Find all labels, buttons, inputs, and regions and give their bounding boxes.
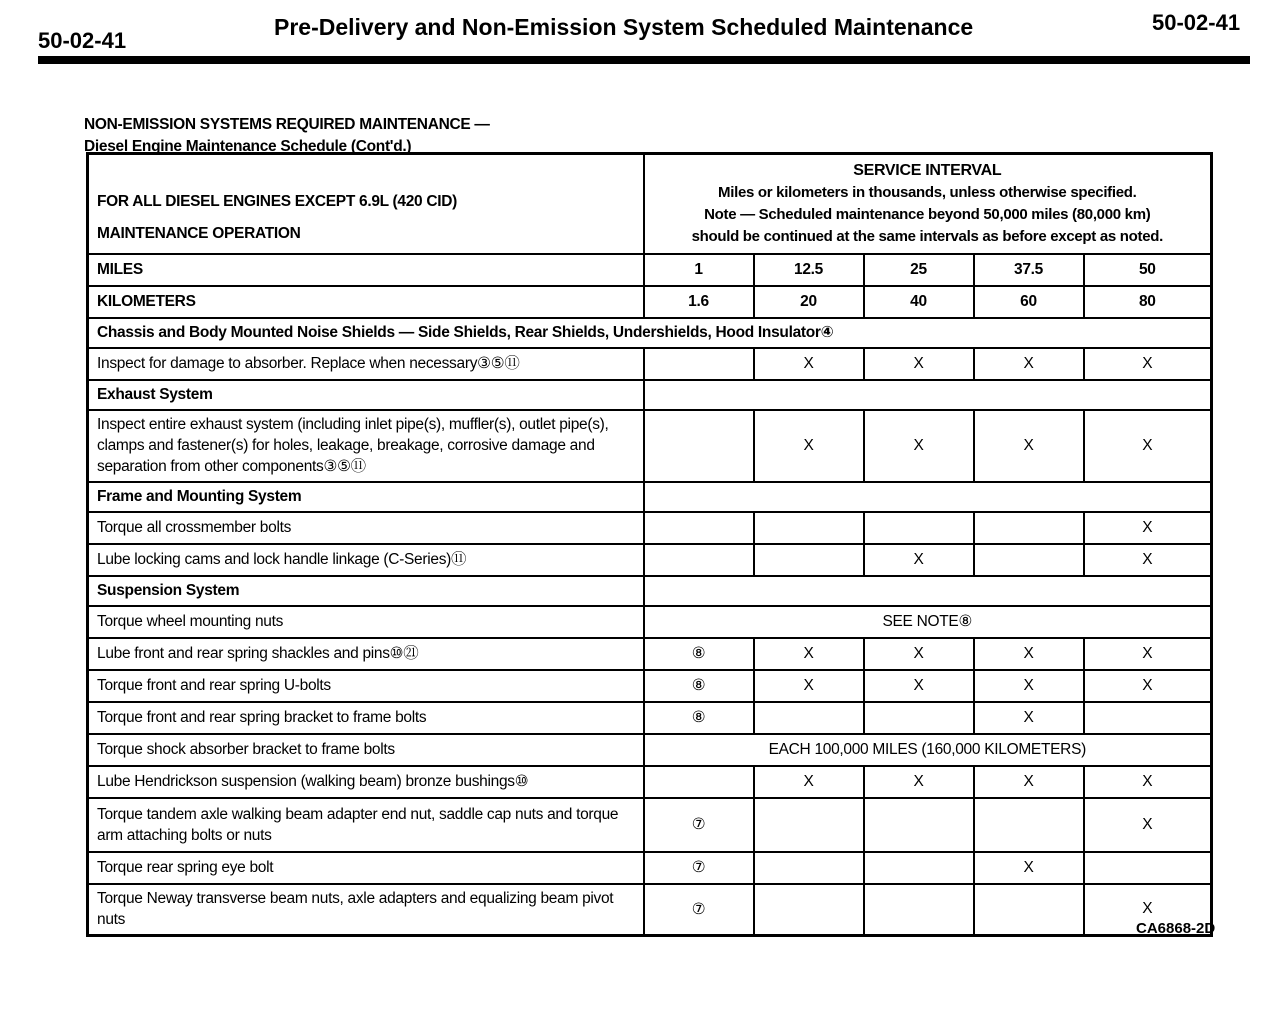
section-row: [88, 482, 1212, 512]
service-interval-note-3: should be continued at the same intervals as before except as noted.: [691, 227, 1163, 245]
operation-label: Lube front and rear spring shackles and pins⑩㉑: [88, 638, 644, 670]
interval-cell: [974, 544, 1084, 576]
interval-cell: [644, 512, 754, 544]
table-row: [88, 410, 1212, 482]
interval-cell: X: [864, 544, 974, 576]
interval-cell: [754, 852, 864, 884]
table-header-row: [88, 154, 1212, 254]
interval-cell: [864, 852, 974, 884]
header-operation-cell: [88, 154, 644, 254]
section-label: Frame and Mounting System: [88, 482, 644, 512]
interval-cell: X: [974, 638, 1084, 670]
page-number-left: 50-02-41: [38, 28, 127, 53]
interval-cell: ⑦: [644, 852, 754, 884]
table-row: [88, 702, 1212, 734]
table-row: [88, 606, 1212, 638]
operation-label: Inspect entire exhaust system (including inlet pipe(s), muffler(s), outlet pipe(s), clamps and fastener(s) for holes, leakage, breakage, corrosive damage and separation from other components③⑤⑪: [88, 410, 644, 482]
miles-value: 1: [644, 254, 754, 286]
maintenance-schedule-table: [86, 152, 1216, 937]
interval-note: SEE NOTE⑧: [644, 606, 1212, 638]
interval-cell: X: [974, 670, 1084, 702]
table-row: [88, 638, 1212, 670]
interval-note: EACH 100,000 MILES (160,000 KILOMETERS): [644, 734, 1212, 766]
service-interval-note-2: Note — Scheduled maintenance beyond 50,000 miles (80,000 km): [704, 205, 1151, 223]
table-row: [88, 766, 1212, 798]
interval-cell: X: [1084, 798, 1212, 852]
interval-cell: X: [864, 348, 974, 380]
figure-code: CA6868-2D: [1136, 920, 1216, 937]
interval-cell: ⑦: [644, 798, 754, 852]
interval-cell: [754, 702, 864, 734]
interval-cell: X: [1084, 884, 1212, 936]
interval-cell: X: [974, 766, 1084, 798]
operation-label: Torque shock absorber bracket to frame bolts: [88, 734, 644, 766]
applies-to-label: FOR ALL DIESEL ENGINES EXCEPT 6.9L (420 CID): [97, 192, 458, 210]
interval-cell: [864, 798, 974, 852]
section-blank-cell: [644, 380, 1212, 410]
interval-cell: X: [754, 638, 864, 670]
section-subheading: Diesel Engine Maintenance Schedule (Cont'd.): [84, 138, 412, 155]
miles-value: 25: [864, 254, 974, 286]
interval-cell: [754, 798, 864, 852]
interval-cell: [754, 544, 864, 576]
section-heading: NON-EMISSION SYSTEMS REQUIRED MAINTENANCE —: [84, 116, 490, 133]
kilometers-value: 1.6: [644, 286, 754, 318]
operation-label: Torque Neway transverse beam nuts, axle adapters and equalizing beam pivot nuts: [88, 884, 644, 936]
table-row: [88, 884, 1212, 936]
section-row: [88, 318, 1212, 348]
operation-label: Torque tandem axle walking beam adapter end nut, saddle cap nuts and torque arm attaching bolts or nuts: [88, 798, 644, 852]
kilometers-value: 80: [1084, 286, 1212, 318]
operation-label: Lube locking cams and lock handle linkage (C-Series)⑪: [88, 544, 644, 576]
interval-cell: X: [754, 670, 864, 702]
operation-label: Torque wheel mounting nuts: [88, 606, 644, 638]
table-row: [88, 348, 1212, 380]
interval-cell: ⑦: [644, 884, 754, 936]
interval-cell: X: [1084, 766, 1212, 798]
kilometers-value: 20: [754, 286, 864, 318]
interval-cell: [1084, 702, 1212, 734]
section-row: [88, 380, 1212, 410]
interval-cell: [864, 702, 974, 734]
interval-cell: X: [1084, 348, 1212, 380]
section-row: [88, 576, 1212, 606]
interval-cell: X: [754, 348, 864, 380]
interval-cell: [974, 798, 1084, 852]
section-label: Chassis and Body Mounted Noise Shields — Side Shields, Rear Shields, Undershields, Hood Insulator④: [88, 318, 1212, 348]
kilometers-value: 40: [864, 286, 974, 318]
operation-label: Lube Hendrickson suspension (walking beam) bronze bushings⑩: [88, 766, 644, 798]
interval-cell: [644, 348, 754, 380]
interval-cell: [644, 544, 754, 576]
interval-cell: [644, 410, 754, 482]
operation-label: Torque rear spring eye bolt: [88, 852, 644, 884]
maintenance-operation-label: MAINTENANCE OPERATION: [97, 224, 301, 242]
interval-cell: X: [974, 348, 1084, 380]
interval-cell: X: [864, 766, 974, 798]
table-row: [88, 670, 1212, 702]
interval-cell: ⑧: [644, 638, 754, 670]
interval-cell: X: [1084, 670, 1212, 702]
interval-cell: X: [974, 702, 1084, 734]
miles-row: [88, 254, 1212, 286]
table-row: [88, 734, 1212, 766]
interval-cell: [644, 766, 754, 798]
operation-label: Torque all crossmember bolts: [88, 512, 644, 544]
miles-value: 12.5: [754, 254, 864, 286]
interval-cell: [974, 884, 1084, 936]
kilometers-label: KILOMETERS: [88, 286, 644, 318]
interval-cell: X: [754, 410, 864, 482]
interval-cell: X: [1084, 544, 1212, 576]
section-label: Suspension System: [88, 576, 644, 606]
interval-cell: X: [974, 852, 1084, 884]
interval-cell: X: [974, 410, 1084, 482]
interval-cell: X: [864, 638, 974, 670]
interval-cell: [754, 512, 864, 544]
interval-cell: [754, 884, 864, 936]
table-row: [88, 544, 1212, 576]
interval-cell: X: [864, 410, 974, 482]
page-number-right: 50-02-41: [1152, 10, 1241, 35]
miles-value: 37.5: [974, 254, 1084, 286]
section-label: Exhaust System: [88, 380, 644, 410]
interval-cell: X: [1084, 512, 1212, 544]
page-title: Pre-Delivery and Non-Emission System Scheduled Maintenance: [274, 14, 974, 40]
interval-cell: [1084, 852, 1212, 884]
section-blank-cell: [644, 482, 1212, 512]
interval-cell: X: [1084, 410, 1212, 482]
miles-label: MILES: [88, 254, 644, 286]
table-row: [88, 798, 1212, 852]
table-row: [88, 852, 1212, 884]
operation-label: Torque front and rear spring bracket to frame bolts: [88, 702, 644, 734]
interval-cell: [864, 884, 974, 936]
operation-label: Torque front and rear spring U-bolts: [88, 670, 644, 702]
header-rule: [38, 56, 1250, 64]
interval-cell: ⑧: [644, 702, 754, 734]
interval-cell: X: [864, 670, 974, 702]
kilometers-row: [88, 286, 1212, 318]
service-interval-note-1: Miles or kilometers in thousands, unless otherwise specified.: [718, 183, 1137, 201]
table-row: [88, 512, 1212, 544]
service-interval-title: SERVICE INTERVAL: [853, 161, 1002, 179]
operation-label: Inspect for damage to absorber. Replace when necessary③⑤⑪: [88, 348, 644, 380]
miles-value: 50: [1084, 254, 1212, 286]
section-blank-cell: [644, 576, 1212, 606]
service-interval-header: [644, 154, 1212, 254]
kilometers-value: 60: [974, 286, 1084, 318]
interval-cell: [974, 512, 1084, 544]
interval-cell: ⑧: [644, 670, 754, 702]
interval-cell: [864, 512, 974, 544]
interval-cell: X: [1084, 638, 1212, 670]
interval-cell: X: [754, 766, 864, 798]
